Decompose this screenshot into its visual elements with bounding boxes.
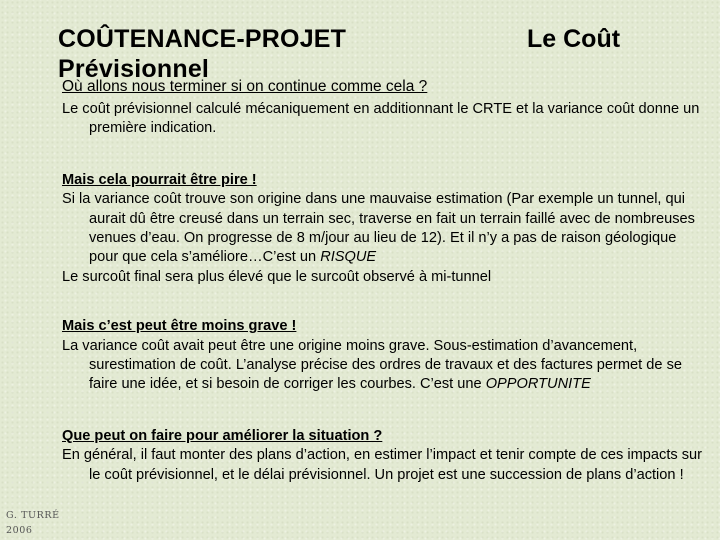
improve-paragraph: En général, il faut monter des plans d’action, en estimer l’impact et tenir compte de ces impacts sur le coût prévisionnel, et le délai prévisionnel. Un projet est une succession de plans d’action ! xyxy=(62,447,702,483)
intro-paragraph: Le coût prévisionnel calculé mécaniquement en additionnant le CRTE et la variance coût donne un première indication. xyxy=(62,101,700,137)
opportunity-keyword: OPPORTUNITE xyxy=(485,376,591,393)
better-paragraph xyxy=(62,337,702,395)
slide-subtitle: Où allons nous terminer si on continue comme cela ? xyxy=(62,78,428,95)
risk-keyword: RISQUE xyxy=(320,249,377,266)
better-heading: Mais c’est peut être moins grave ! xyxy=(62,318,297,335)
slide-title: COÛTENANCE-PROJET Prévisionnel xyxy=(58,25,347,83)
worse-text: Si la variance coût trouve son origine dans une mauvaise estimation (Par exemple un tunnel, qui aurait dû être creusé dans un terrain sec, traverse en fait un terrain faillé avec de nombreuses venues d’eau. On progresse de 8 m/jour au lieu de 12). Et il n’y a pas de raison géologique pour que cela s’améliore…C’est un xyxy=(62,191,695,266)
footer-author: G. TURRÉ xyxy=(6,510,60,521)
worse-heading: Mais cela pourrait être pire ! xyxy=(62,171,257,188)
improve-heading: Que peut on faire pour améliorer la situation ? xyxy=(62,427,383,444)
footer-credit xyxy=(6,508,60,538)
worse-followup: Le surcoût final sera plus élevé que le surcoût observé à mi-tunnel xyxy=(62,268,492,285)
better-text: La variance coût avait peut être une origine moins grave. Sous-estimation d’avancement, surestimation de coût. L’analyse précise des ordres de travaux et des factures permet de se faire une idée, et si besoin de corriger les courbes. C’est une xyxy=(62,337,682,393)
slide-body xyxy=(62,100,702,485)
section-title: Le Coût xyxy=(527,25,621,53)
footer-year: 2006 xyxy=(6,525,33,536)
worse-paragraph xyxy=(62,190,702,268)
